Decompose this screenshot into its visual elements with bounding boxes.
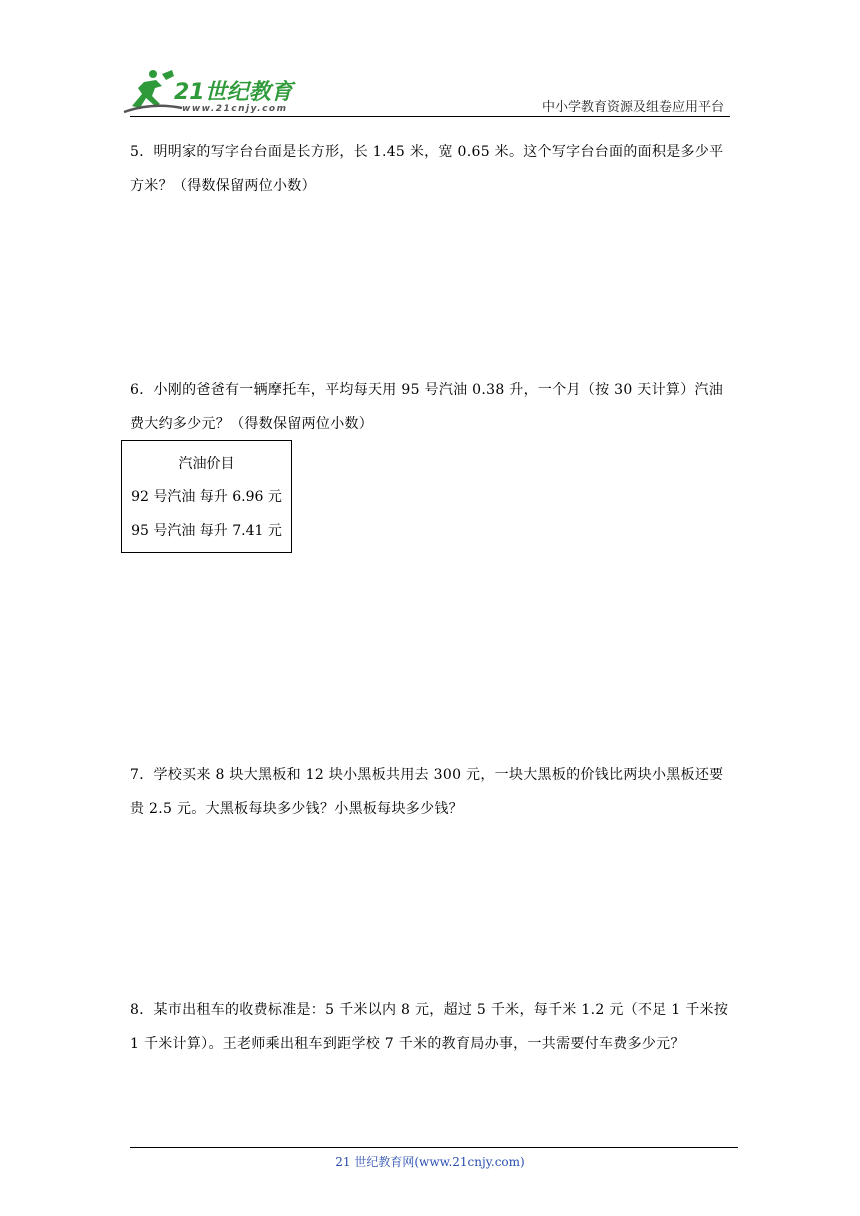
question-6 bbox=[130, 373, 736, 441]
question-line: 费大约多少元？（得数保留两位小数） bbox=[130, 416, 374, 432]
header-tagline: 中小学教育资源及组卷应用平台 bbox=[541, 100, 724, 115]
question-line: 8．某市出租车的收费标准是：5 千米以内 8 元，超过 5 千米，每千米 1.2 元（不足 1 千米按 bbox=[130, 1002, 729, 1018]
question-8 bbox=[130, 993, 736, 1061]
question-line: 方米？（得数保留两位小数） bbox=[130, 178, 316, 194]
price-row-95: 95 号汽油 每升 7.41 元 bbox=[131, 523, 282, 539]
question-7 bbox=[130, 758, 736, 826]
question-line: 6．小刚的爸爸有一辆摩托车，平均每天用 95 号汽油 0.38 升，一个月（按 30 天计算）汽油 bbox=[130, 382, 724, 398]
footer-link[interactable]: 21 世纪教育网(www.21cnjy.com) bbox=[335, 1155, 525, 1169]
fuel-price-box bbox=[121, 440, 292, 553]
question-line: 7．学校买来 8 块大黑板和 12 块小黑板共用去 300 元，一块大黑板的价钱比两块小黑板还要 bbox=[130, 767, 724, 783]
logo-text: 21世纪教育 bbox=[174, 80, 293, 105]
question-line: 5．明明家的写字台台面是长方形，长 1.45 米，宽 0.65 米。这个写字台台面的面积是多少平 bbox=[130, 144, 724, 160]
question-5 bbox=[130, 135, 736, 203]
question-line: 1 千米计算）。王老师乘出租车到距学校 7 千米的教育局办事，一共需要付车费多少元？ bbox=[130, 1036, 685, 1052]
header-divider bbox=[130, 116, 730, 117]
question-line: 贵 2.5 元。大黑板每块多少钱？小黑板每块多少钱？ bbox=[130, 801, 463, 817]
logo-url: www.21cnjy.com bbox=[182, 104, 288, 114]
price-box-title: 汽油价目 bbox=[178, 456, 235, 472]
site-logo bbox=[122, 68, 297, 114]
footer-divider bbox=[130, 1147, 738, 1148]
price-row-92: 92 号汽油 每升 6.96 元 bbox=[131, 489, 282, 505]
